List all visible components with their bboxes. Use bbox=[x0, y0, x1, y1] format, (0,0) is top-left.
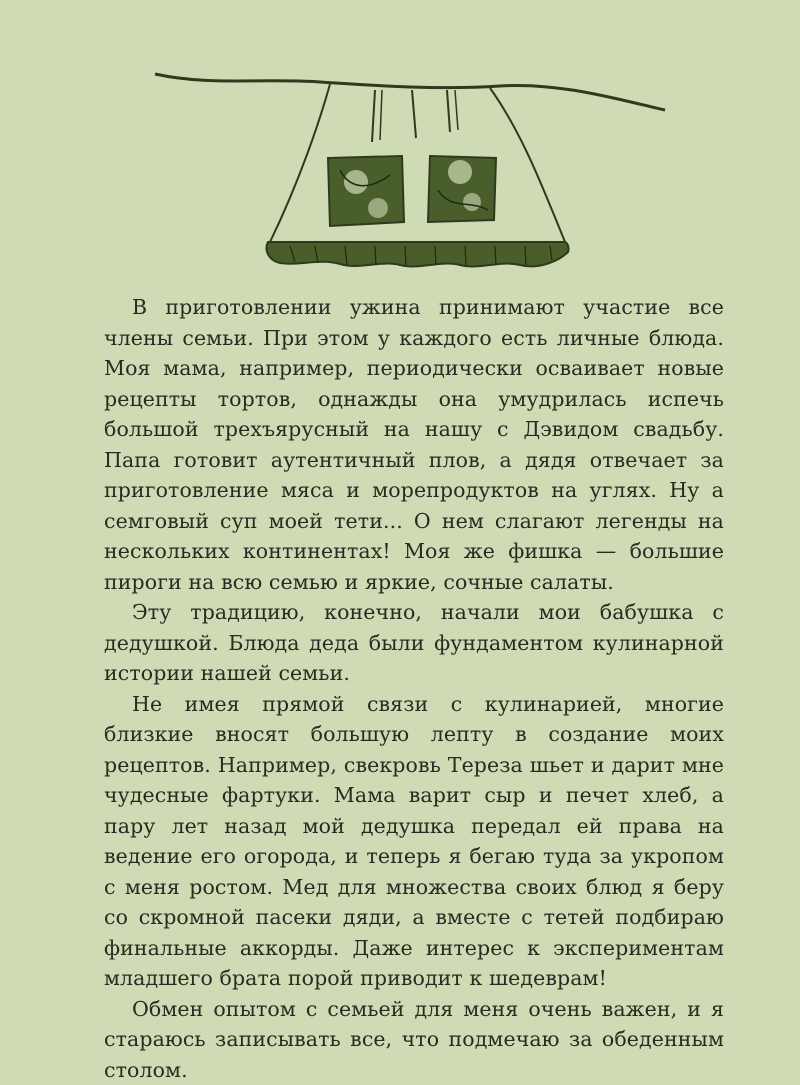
body-text bbox=[104, 292, 724, 1085]
paragraph-4: Обмен опытом с семьей для меня очень важен, и я стараюсь записывать все, что подмечаю за обеденным столом. bbox=[104, 994, 724, 1085]
apron-pocket-right bbox=[428, 156, 496, 222]
apron-ruffle bbox=[267, 242, 569, 266]
apron-pocket-left bbox=[328, 156, 404, 226]
paragraph-2: Эту традицию, конечно, начали мои бабушка с дедушкой. Блюда деда были фундаментом кулинарной истории нашей семьи. bbox=[104, 597, 724, 689]
paragraph-3: Не имея прямой связи с кулинарией, многие близкие вносят большую лепту в создание моих рецептов. Например, свекровь Тереза шьет и дарит мне чудесные фартуки. Мама варит сыр и печет хлеб, а пару лет назад мой дедушка передал ей права на ведение его огорода, и теперь я бегаю туда за укропом с меня ростом. Мед для множества своих блюд я беру со скромной пасеки дяди, а вместе с тетей подбираю финальные аккорды. Даже интерес к экспериментам младшего брата порой приводит к шедеврам! bbox=[104, 689, 724, 994]
apron-illustration bbox=[150, 60, 670, 280]
apron-tie-line bbox=[155, 74, 665, 110]
apron-body bbox=[270, 84, 565, 242]
paragraph-1: В приготовлении ужина принимают участие все члены семьи. При этом у каждого есть личные блюда. Моя мама, например, периодически осваивает новые рецепты тортов, однажды она умудрилась испечь большой трехъярусный на нашу с Дэвидом свадьбу. Папа готовит аутентичный плов, а дядя отвечает за приготовление мяса и морепродуктов на углях. Ну а семговый суп моей тети... О нем слагают легенды на нескольких континентах! Моя же фишка — большие пироги на всю семью и яркие, сочные салаты. bbox=[104, 292, 724, 597]
